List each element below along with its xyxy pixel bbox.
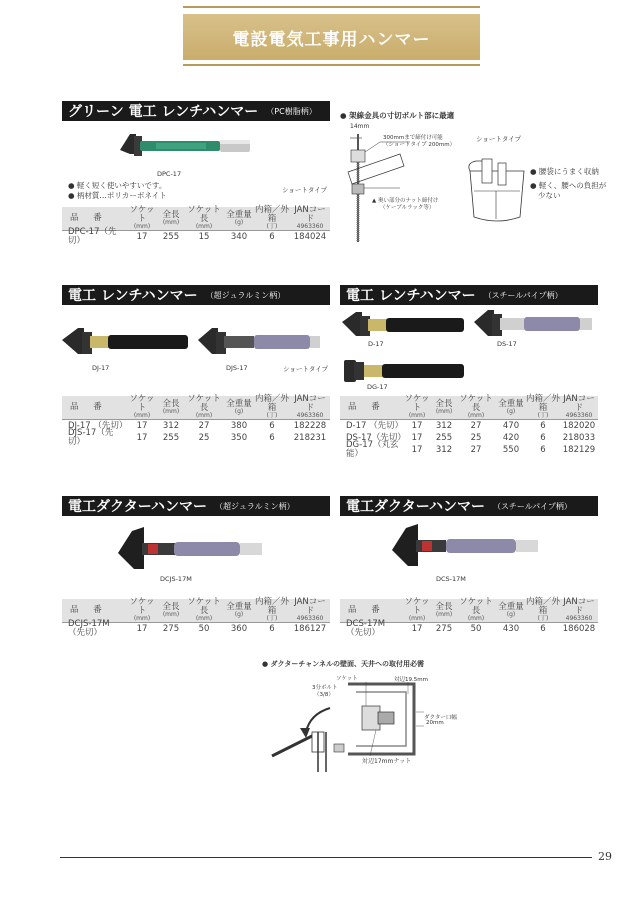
hammer-djs17-image xyxy=(198,326,322,360)
product-label: DPC-17 xyxy=(157,170,182,178)
product-label: DCJS-17M xyxy=(160,575,192,583)
channel-label-width: 対辺19.5mm xyxy=(394,677,428,683)
hammer-dj17-image xyxy=(62,326,192,360)
nut-note-2: （ケーブルラック等） xyxy=(380,205,435,211)
table-header: 品 番 ソケット (mm) 全長 (mm) ソケット長 (mm) 全重量 (g) 内箱／外箱 (丁) JANコード 4963360 xyxy=(340,599,598,623)
dim-200: （ショートタイプ 200mm） xyxy=(383,142,456,148)
hammer-dg17-image xyxy=(344,356,470,386)
product-label: DG-17 xyxy=(367,383,388,391)
channel-label-ducter: ダクター口幅 xyxy=(424,715,457,721)
pouch-note: 少ない xyxy=(538,190,561,200)
table-row: DCS-17M（先切） 17 275 50 430 6 186028 xyxy=(346,619,596,638)
table-row: DCJS-17M（先切） 17 275 50 360 6 186127 xyxy=(68,619,327,638)
banner-bottom-line xyxy=(183,64,480,66)
channel-label-ducter-2: 20mm xyxy=(426,720,444,726)
channel-label-bolt-2: （3/8） xyxy=(314,692,334,698)
feature-item: ● 軽く短く使いやすいです。 xyxy=(68,181,167,190)
product-label: DCS-17M xyxy=(436,575,466,583)
dim-14: 14mm xyxy=(350,123,370,130)
hammer-d17-image xyxy=(342,310,468,342)
product-label: DJS-17 xyxy=(226,364,248,372)
product-label: DJ-17 xyxy=(92,364,110,372)
section-subtitle: （スチールパイプ柄） xyxy=(493,501,572,511)
channel-label-socket: ソケット xyxy=(336,676,358,682)
section-title-text: グリーン 電工 レンチハンマー xyxy=(68,104,259,120)
banner-top-line xyxy=(183,6,480,8)
page-number: 29 xyxy=(598,850,612,863)
table-row: DG-17（丸玄能） 17 312 27 550 6 182129 xyxy=(346,440,596,459)
col-weight: 全重量 (g) xyxy=(226,209,252,226)
section-subtitle: （超ジュラルミン柄） xyxy=(215,501,295,511)
bolt-note-title: ● 架線金具の寸切ボルト部に最適 xyxy=(340,111,455,120)
spec-table-steel xyxy=(340,394,598,459)
col-name: 品 番 xyxy=(70,213,108,224)
section-title-ducter-duralumin xyxy=(62,496,330,516)
pouch-notes xyxy=(530,167,606,200)
page-banner xyxy=(183,14,480,60)
section-title-green xyxy=(62,101,330,121)
table-row: DJ-17 （先切） 17 312 27 380 6 182228 xyxy=(68,420,327,431)
dim-300: 300mmまで締付け可能 xyxy=(383,135,443,141)
section-title-text: 電工ダクターハンマー xyxy=(346,499,486,515)
col-length: 全長 (mm) xyxy=(162,209,180,226)
short-type-label: ショートタイプ xyxy=(283,365,329,373)
table-row: DS-17（先切） 17 255 25 420 6 218033 xyxy=(346,432,596,443)
table-header: 品 番 ソケット (mm) 全長 (mm) ソケット長 (mm) 全重量 (g) 内箱／外箱 (丁) JANコード 4963360 xyxy=(62,599,330,623)
channel-label-nut: 対辺17mmナット xyxy=(362,758,412,765)
channel-note-title: ● ダクターチャンネルの壁面、天井への取付用必需 xyxy=(262,660,424,668)
product-label: D-17 xyxy=(368,340,384,348)
col-socket: ソケット (mm) xyxy=(129,205,155,231)
section-subtitle: （超ジュラルミン柄） xyxy=(205,290,286,300)
hammer-ds17-image xyxy=(474,308,594,342)
footer-divider xyxy=(60,857,592,858)
section-title-text: 電工 レンチハンマー xyxy=(346,288,476,304)
hammer-dcs17m-image xyxy=(392,522,542,570)
spec-table-ducter-steel xyxy=(340,597,598,638)
table-row: DJS-17（先切） 17 255 25 350 6 218231 xyxy=(68,428,327,447)
section-title-steel xyxy=(340,285,598,305)
section-title-text: 電工 レンチハンマー xyxy=(68,288,198,304)
channel-label-bolt: 3分ボルト xyxy=(312,685,338,691)
nut-note: ▲ 奥い部分のナット締付け xyxy=(372,198,439,204)
col-jan: JANコード 4963360 xyxy=(294,205,326,231)
feature-list xyxy=(68,181,167,201)
col-socket-length: ソケット長 (mm) xyxy=(187,205,221,231)
col-box: 内箱／外箱 (丁) xyxy=(254,205,289,231)
page-title: 電設電気工事用ハンマー xyxy=(232,29,431,50)
table-row: D-17 （先切） 17 312 27 470 6 182020 xyxy=(346,420,596,431)
table-header: 品 番 ソケット (mm) 全長 (mm) ソケット長 (mm) 全重量 (g) 内箱／外箱 (丁) JANコード 4963360 xyxy=(340,396,598,420)
spec-table-ducter-duralumin xyxy=(62,597,330,638)
pouch-note: ● 軽く、腰への負担が xyxy=(530,180,607,190)
section-subtitle: （PC樹脂柄） xyxy=(266,106,317,116)
pouch-note: ● 腰袋にうまく収納 xyxy=(530,167,599,176)
section-title-text: 電工ダクターハンマー xyxy=(68,499,208,515)
tool-pouch-image xyxy=(462,155,532,227)
short-type-label: ショートタイプ xyxy=(476,135,522,143)
hammer-dcjs17m-image xyxy=(118,525,268,573)
product-label: DS-17 xyxy=(497,340,517,348)
section-subtitle: （スチールパイプ柄） xyxy=(483,290,563,300)
table-row: DPC-17（先切） 17 255 15 340 6 184024 xyxy=(68,227,327,246)
section-title-ducter-steel xyxy=(340,496,598,516)
spec-table-duralumin xyxy=(62,394,330,447)
table-header: 品 番 ソケット (mm) 全長 (mm) ソケット長 (mm) 全重量 (g) 内箱／外箱 (丁) JANコード 4963360 xyxy=(62,396,330,420)
spec-table-green xyxy=(62,205,330,246)
short-type-label: ショートタイプ xyxy=(282,186,328,194)
section-title-duralumin xyxy=(62,285,330,305)
hammer-dpc17-image xyxy=(116,128,256,168)
feature-item: ● 柄材質…ポリカーボネイト xyxy=(68,190,167,200)
